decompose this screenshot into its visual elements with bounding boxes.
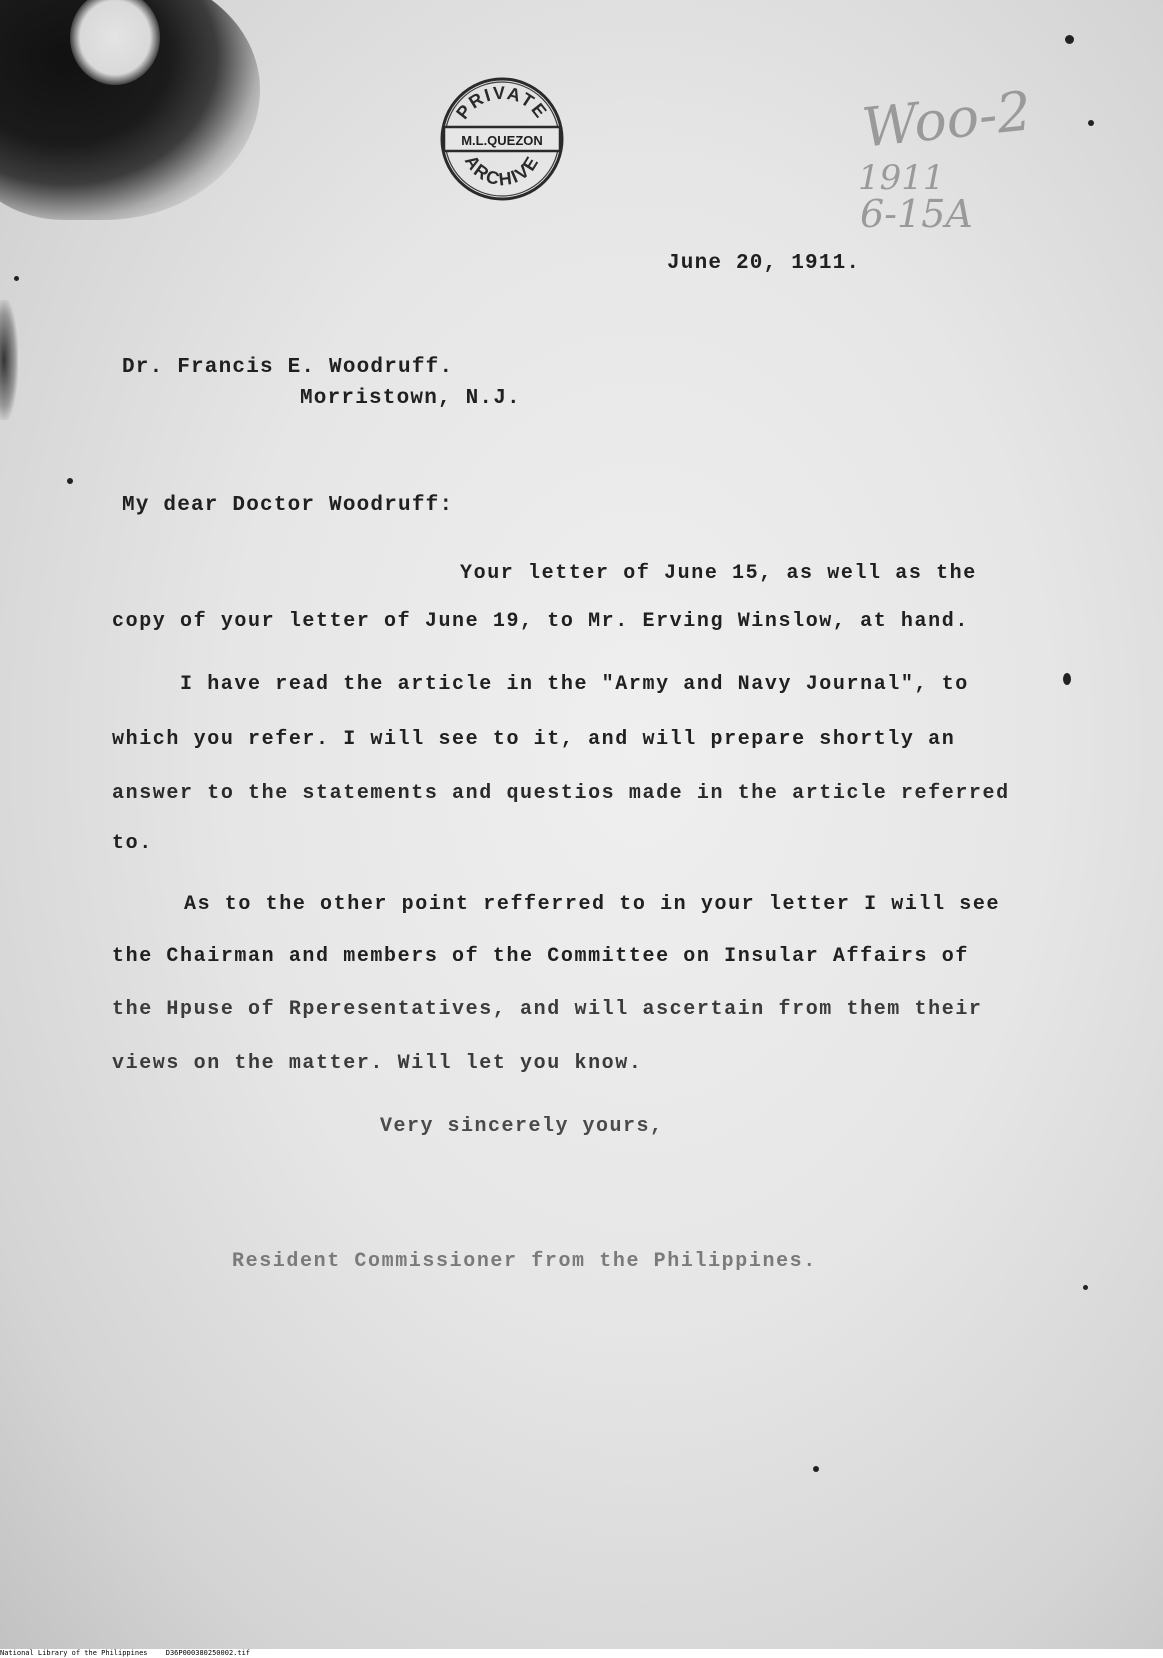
handwritten-note-code: Woo-2 [859,79,1035,160]
stamp-top-text: PRIVATE [452,82,552,123]
recipient-name: Dr. Francis E. Woodruff. [122,356,454,379]
recipient-location: Morristown, N.J. [300,387,521,410]
speck [14,276,19,281]
speck [1083,1285,1088,1290]
body-line: to. [112,832,153,855]
body-line: answer to the statements and questios made in the article referred [112,782,1010,805]
salutation: My dear Doctor Woodruff: [122,494,454,517]
body-line: copy of your letter of June 19, to Mr. Erving Winslow, at hand. [112,610,969,633]
footer-institution: National Library of the Philippines [0,1649,148,1657]
body-line: which you refer. I will see to it, and will prepare shortly an [112,728,956,751]
svg-text:ARCHIVE [461,152,543,190]
speck [813,1466,819,1472]
body-line: Your letter of June 15, as well as the [460,562,977,585]
stamp-center-text: M.L.QUEZON [461,133,543,148]
handwritten-note-year: 1911 [858,158,945,198]
body-line: views on the matter. Will let you know. [112,1052,643,1075]
scan-footer [0,1649,1163,1658]
handwritten-note-ref: 6-15A [860,192,973,236]
body-line: the Chairman and members of the Committee on Insular Affairs of [112,945,969,968]
body-line: I have read the article in the "Army and Navy Journal", to [180,673,969,696]
archive-stamp [438,75,566,203]
body-line: the Hpuse of Rperesentatives, and will ascertain from them their [112,998,983,1021]
stamp-bottom-text: ARCHIVE [460,151,544,190]
footer-file-id: D36P000380250002.tif [165,1649,251,1657]
closing: Very sincerely yours, [380,1115,664,1138]
speck [1088,120,1094,126]
speck [1063,673,1071,685]
speck [67,478,73,484]
signature-title: Resident Commissioner from the Philippines. [232,1250,817,1273]
body-line: As to the other point refferred to in your letter I will see [184,893,1001,916]
letter-date: June 20, 1911. [667,252,861,275]
speck [1065,35,1074,44]
left-edge-stain [0,300,18,420]
